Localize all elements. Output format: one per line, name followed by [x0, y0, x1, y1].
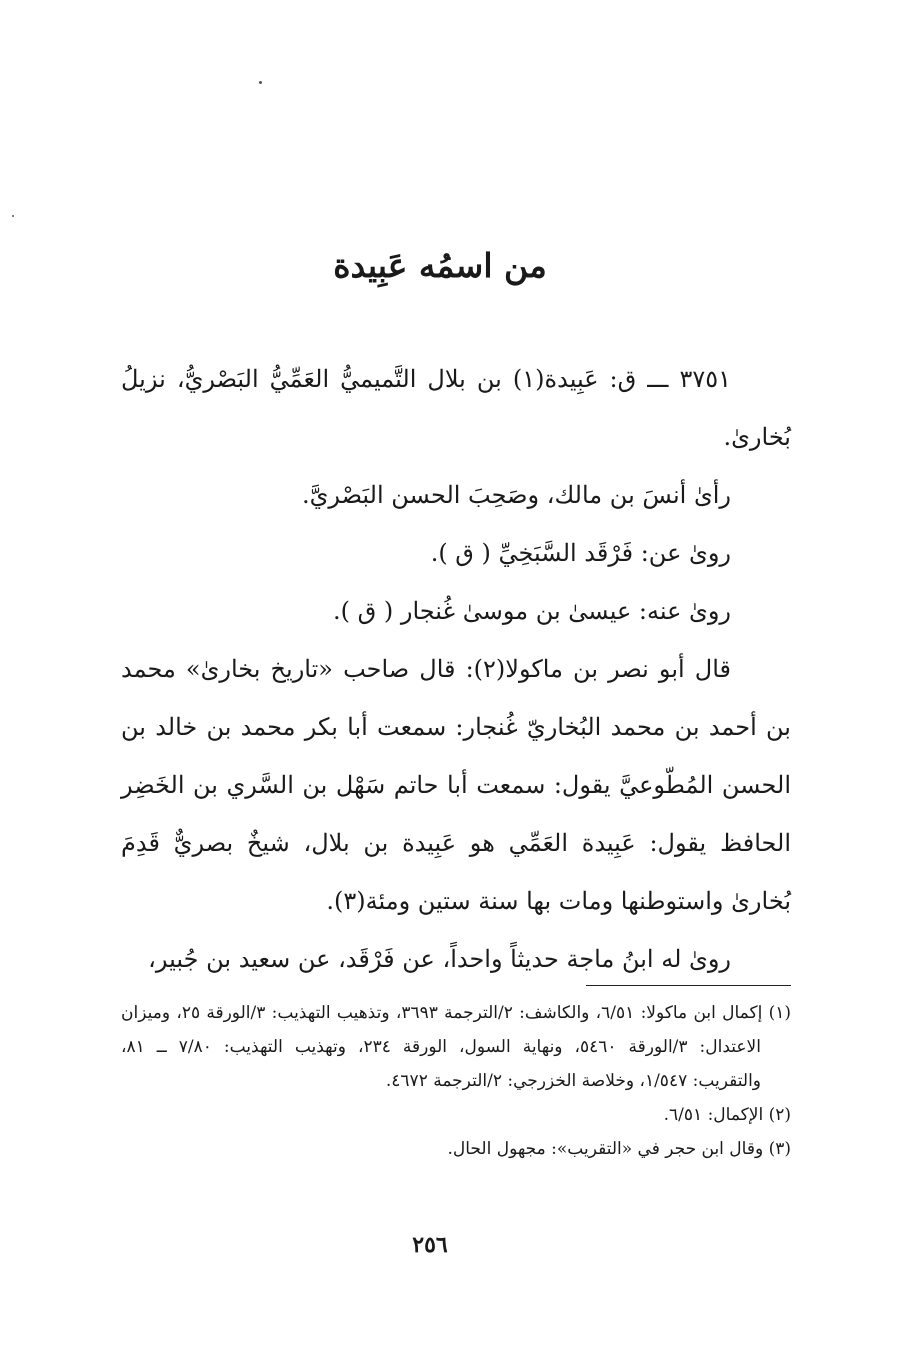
- footnote-2: (٢) الإكمال: ٦/٥١.: [663, 1105, 791, 1125]
- entry-ibn-majah-line: روىٰ له ابنُ ماجة حديثاً واحداً، عن فَرْقَد، عن سعيد بن جُبير،: [148, 945, 731, 973]
- entry-title-line: ٣٧٥١ ـــ ق: عَبِيدة(١) بن بلال التَّميميُّ العَمِّيُّ البَصْريُّ، نزيلُ بُخارىٰ.: [121, 365, 791, 451]
- footnote-separator: [586, 985, 791, 986]
- entry-abu-nasr-paragraph: قال أبو نصر بن ماكولا(٢): قال صاحب «تاريخ بخارىٰ» محمد بن أحمد بن محمد البُخاريّ غُنجار: سمعت أبا بكر محمد بن خالد بن الحسن المُطّوعيَّ يقول: سمعت أبا حاتم سَهْل بن السَّري بن الخَضِر الحافظ يقول: عَبِيدة العَمِّي هو عَبِيدة بن بلال، شيخٌ بصريٌّ قَدِمَ بُخارىٰ واستوطنها ومات بها سنة ستين ومئة(٣).: [121, 655, 791, 915]
- footnotes: [121, 996, 791, 1166]
- footnote-1: (١) إكمال ابن ماكولا: ٦/٥١، والكاشف: ٢/الترجمة ٣٦٩٣، وتذهيب التهذيب: ٣/الورقة ٢٥، وميزان الاعتدال: ٣/الورقة ٥٤٦٠، ونهاية السول، الورقة ٢٣٤، وتهذيب التهذيب: ٧/٨٠ ــ ٨١، والتقريب: ١/٥٤٧، وخلاصة الخزرجي: ٢/الترجمة ٤٦٧٢.: [121, 1003, 791, 1091]
- scan-speck: [259, 81, 262, 84]
- biography-entry: [121, 350, 791, 988]
- entry-saw-line: رأىٰ أنسَ بن مالك، وصَحِبَ الحسن البَصْريَّ.: [301, 481, 731, 509]
- entry-narrated-by-line: روىٰ عنه: عيسىٰ بن موسىٰ غُنجار ( ق ).: [333, 597, 731, 625]
- scan-speck: [12, 215, 14, 217]
- footnote-3: (٣) وقال ابن حجر في «التقريب»: مجهول الحال.: [447, 1139, 791, 1159]
- entry-narrated-from-line: روىٰ عن: فَرْقَد السَّبَخِيِّ ( ق ).: [430, 539, 731, 567]
- section-heading: من اسمُه عَبِيدة: [333, 246, 547, 285]
- page-number: ٢٥٦: [412, 1232, 448, 1258]
